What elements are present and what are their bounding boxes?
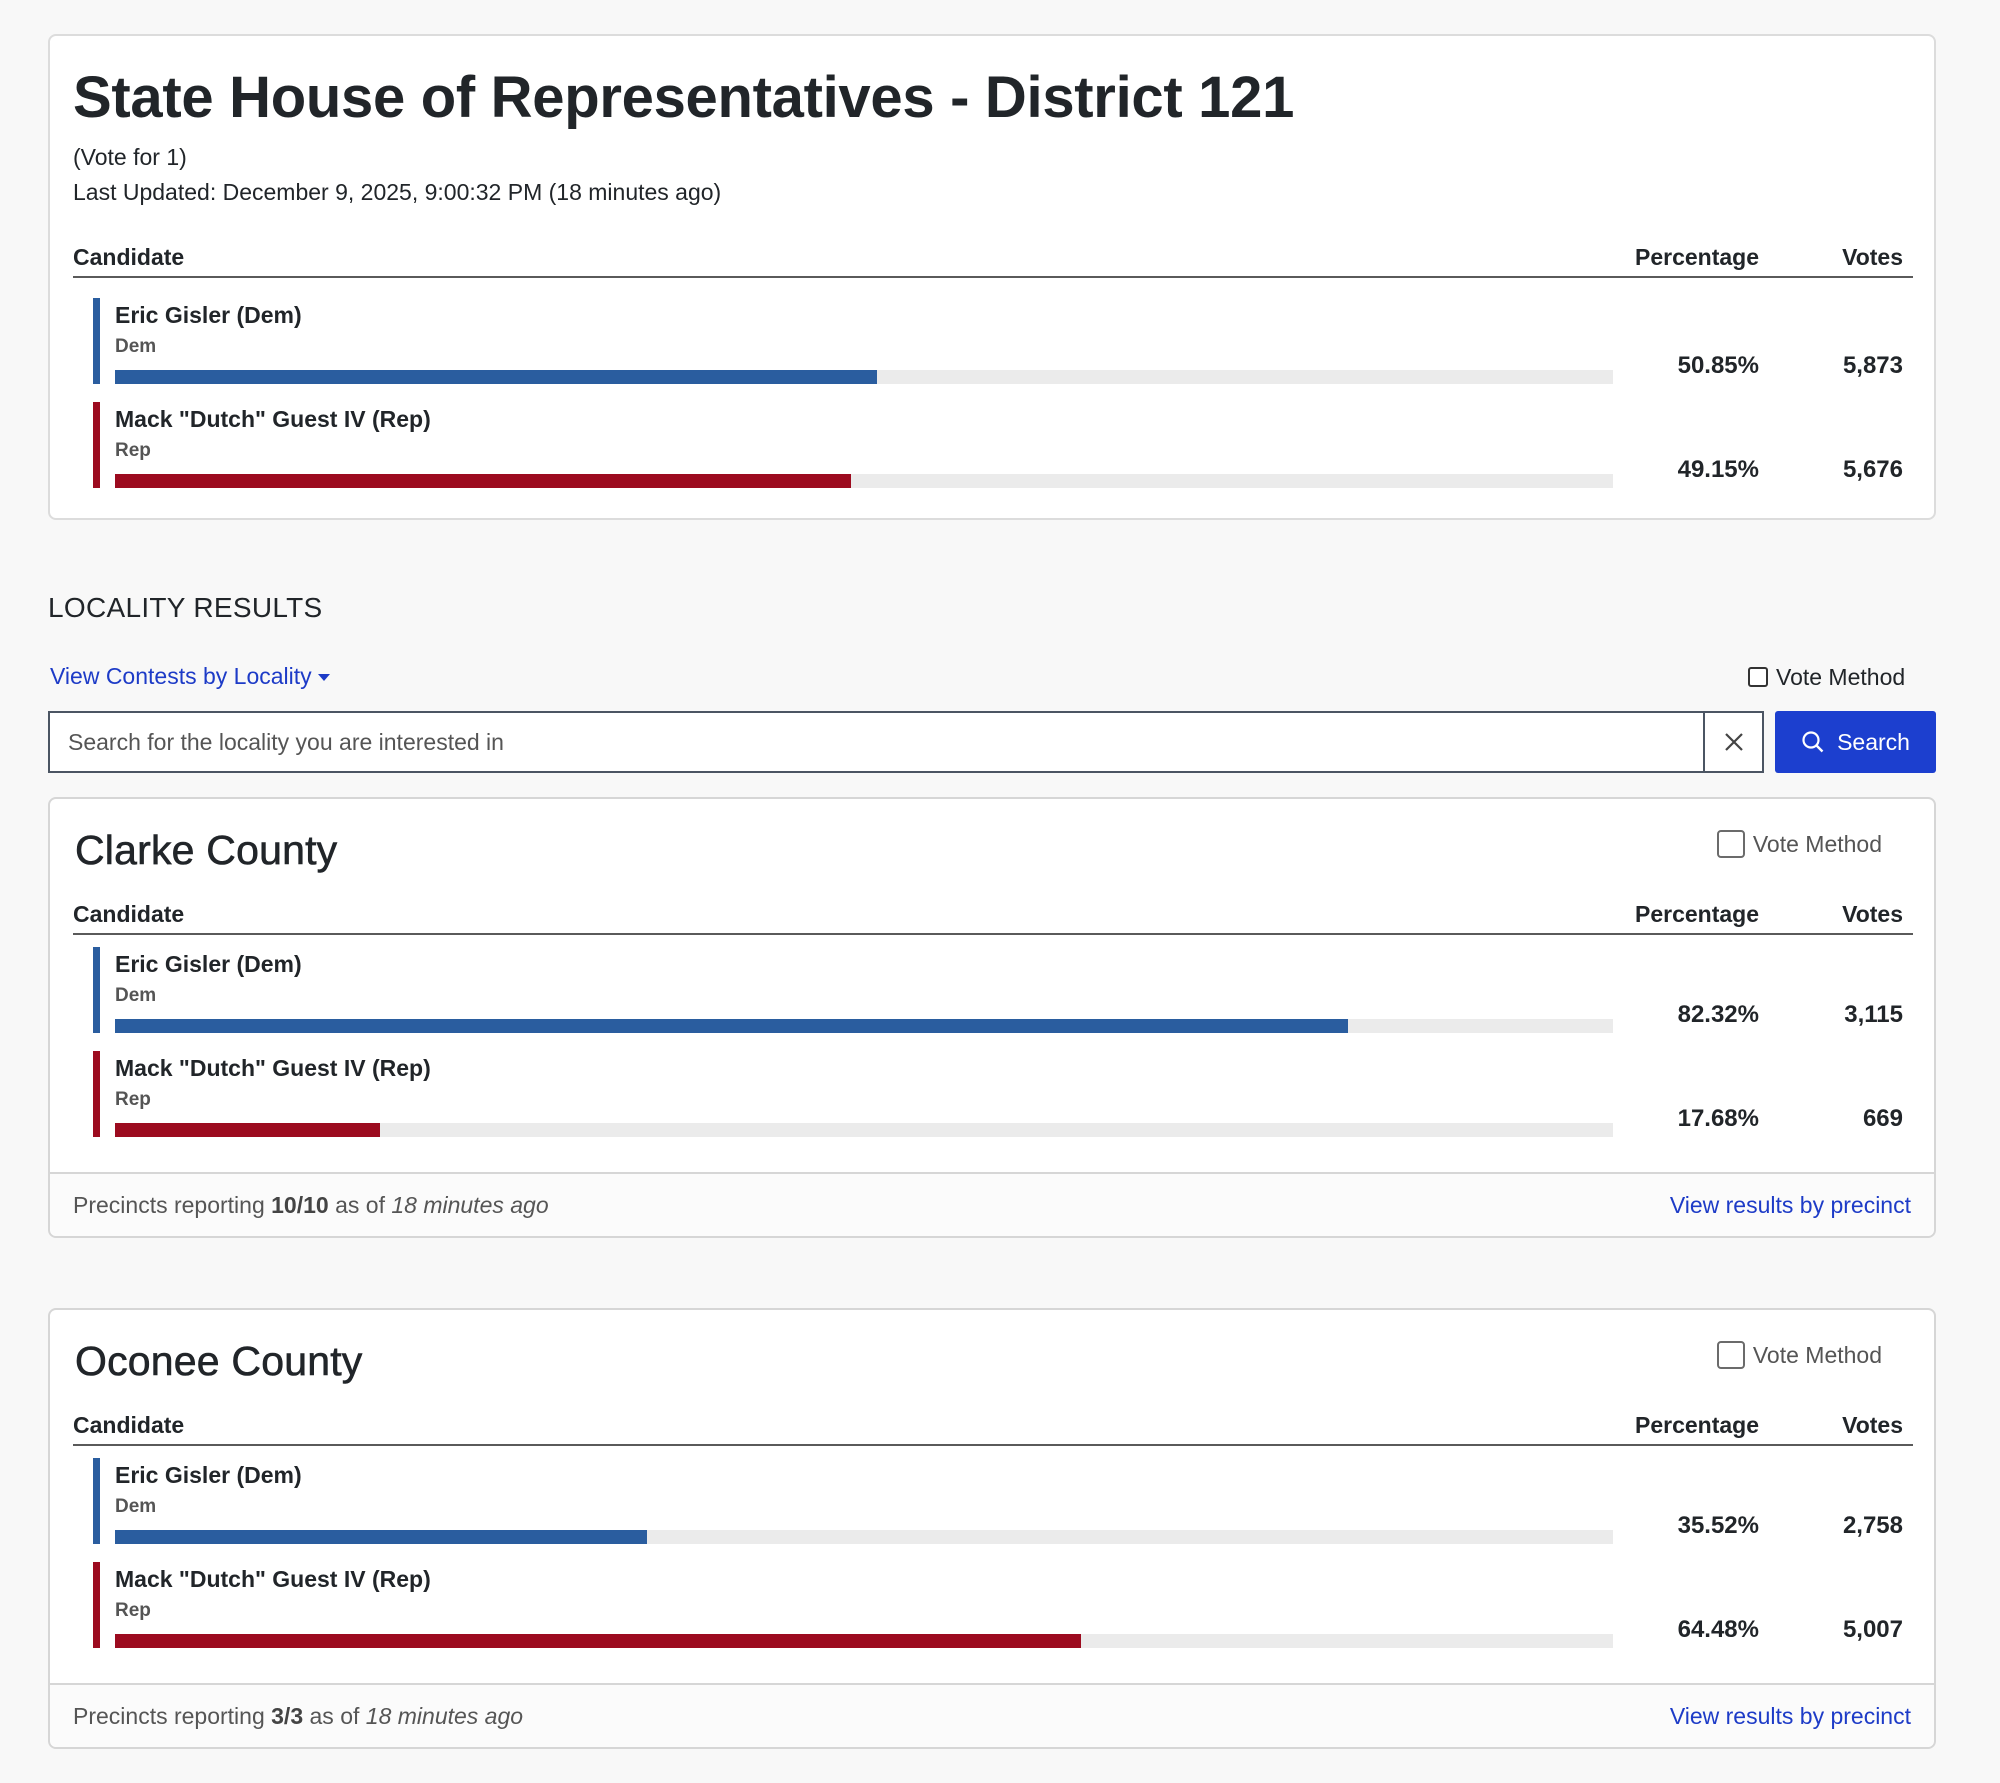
vote-method-checkbox[interactable] — [1717, 830, 1745, 858]
vote-share-bar — [115, 474, 1613, 488]
vote-method-toggle[interactable] — [1717, 831, 1882, 858]
column-header-percentage: Percentage — [1634, 244, 1759, 270]
precincts-count: 10/10 — [271, 1192, 329, 1218]
precincts-footer — [50, 1683, 1934, 1747]
candidate-percentage: 17.68% — [1677, 1105, 1759, 1132]
caret-down-icon — [318, 674, 330, 681]
candidate-party: Rep — [115, 1089, 151, 1110]
last-updated: Last Updated: December 9, 2025, 9:00:32 PM (18 minutes ago) — [73, 179, 722, 205]
search-icon — [1801, 730, 1825, 754]
party-stripe — [93, 947, 100, 1033]
party-stripe — [93, 1458, 100, 1544]
candidate-name: Mack "Dutch" Guest IV (Rep) — [115, 1566, 431, 1592]
vote-share-bar — [115, 1123, 1613, 1137]
precincts-label: Precincts reporting — [73, 1192, 272, 1218]
reporting-time: 18 minutes ago — [365, 1703, 524, 1729]
vote-for-note: (Vote for 1) — [73, 144, 187, 170]
as-of-label: as of — [303, 1703, 366, 1729]
results-table-header — [73, 236, 1913, 278]
column-header-percentage: Percentage — [1634, 1412, 1759, 1438]
results-table-header — [73, 1404, 1913, 1446]
vote-method-label: Vote Method — [1776, 664, 1906, 690]
view-contests-by-locality-label: View Contests by Locality — [50, 663, 312, 689]
vote-share-bar — [115, 370, 1613, 384]
candidate-row-dem — [73, 298, 1913, 384]
column-header-candidate: Candidate — [73, 1412, 185, 1438]
county-results-card — [48, 1308, 1936, 1749]
vote-method-label: Vote Method — [1752, 831, 1882, 857]
party-stripe — [93, 1562, 100, 1648]
candidate-percentage: 35.52% — [1677, 1512, 1759, 1539]
candidate-name: Mack "Dutch" Guest IV (Rep) — [115, 406, 431, 432]
vote-share-bar — [115, 1634, 1613, 1648]
precincts-label: Precincts reporting — [73, 1703, 272, 1729]
as-of-label: as of — [328, 1192, 392, 1218]
party-stripe — [93, 402, 100, 488]
candidate-party: Dem — [115, 1496, 157, 1517]
candidate-name: Eric Gisler (Dem) — [115, 951, 302, 977]
locality-results-heading: LOCALITY RESULTS — [48, 592, 323, 623]
contest-title: State House of Representatives - District 121 — [73, 65, 1295, 130]
candidate-votes: 669 — [1862, 1105, 1903, 1132]
candidate-party: Rep — [115, 1600, 151, 1621]
county-name: Oconee County — [75, 1338, 363, 1384]
column-header-votes: Votes — [1842, 244, 1903, 270]
reporting-time: 18 minutes ago — [391, 1192, 549, 1218]
clear-search-button[interactable] — [1703, 711, 1764, 773]
vote-share-bar — [115, 1530, 1613, 1544]
column-header-percentage: Percentage — [1634, 901, 1759, 927]
view-contests-by-locality-dropdown[interactable] — [50, 663, 330, 690]
search-button[interactable] — [1775, 711, 1936, 773]
county-name: Clarke County — [75, 827, 338, 873]
party-stripe — [93, 298, 100, 384]
candidate-party: Rep — [115, 440, 151, 461]
candidate-percentage: 82.32% — [1677, 1001, 1759, 1028]
column-header-votes: Votes — [1842, 1412, 1903, 1438]
candidate-party: Dem — [115, 336, 157, 357]
candidate-name: Eric Gisler (Dem) — [115, 302, 302, 328]
results-table-header — [73, 893, 1913, 935]
candidate-votes: 5,676 — [1842, 456, 1903, 483]
vote-method-label: Vote Method — [1752, 1342, 1882, 1368]
vote-share-fill — [115, 1123, 380, 1137]
party-stripe — [93, 1051, 100, 1137]
county-results-card — [48, 797, 1936, 1238]
precincts-footer — [50, 1172, 1934, 1236]
vote-method-checkbox[interactable] — [1748, 667, 1768, 687]
precincts-count: 3/3 — [271, 1703, 304, 1729]
column-header-candidate: Candidate — [73, 244, 185, 270]
candidate-percentage: 64.48% — [1677, 1616, 1759, 1643]
candidate-votes: 3,115 — [1844, 1001, 1903, 1028]
vote-share-fill — [115, 1019, 1348, 1033]
candidate-votes: 5,873 — [1842, 352, 1903, 379]
locality-search-input[interactable] — [48, 711, 1703, 773]
candidate-percentage: 49.15% — [1677, 456, 1759, 483]
contest-summary-card — [48, 34, 1936, 520]
vote-share-fill — [115, 474, 851, 488]
candidate-row-rep — [73, 1051, 1913, 1137]
candidate-votes: 5,007 — [1842, 1616, 1903, 1643]
vote-share-fill — [115, 1634, 1081, 1648]
candidate-row-dem — [73, 947, 1913, 1033]
close-icon — [1723, 731, 1745, 753]
vote-method-toggle[interactable] — [1717, 1342, 1882, 1369]
candidate-party: Dem — [115, 985, 157, 1006]
candidate-name: Eric Gisler (Dem) — [115, 1462, 302, 1488]
candidate-row-rep — [73, 402, 1913, 488]
candidate-row-dem — [73, 1458, 1913, 1544]
view-results-by-precinct-link[interactable]: View results by precinct — [1669, 1703, 1911, 1729]
vote-method-checkbox[interactable] — [1717, 1341, 1745, 1369]
view-results-by-precinct-link[interactable]: View results by precinct — [1669, 1192, 1911, 1218]
candidate-percentage: 50.85% — [1677, 352, 1759, 379]
candidate-row-rep — [73, 1562, 1913, 1648]
candidate-name: Mack "Dutch" Guest IV (Rep) — [115, 1055, 431, 1081]
column-header-votes: Votes — [1842, 901, 1903, 927]
candidate-votes: 2,758 — [1842, 1512, 1903, 1539]
vote-share-fill — [115, 1530, 647, 1544]
vote-share-fill — [115, 370, 877, 384]
vote-method-toggle[interactable] — [1748, 664, 1905, 691]
column-header-candidate: Candidate — [73, 901, 185, 927]
precincts-reporting — [73, 1703, 523, 1730]
search-button-label: Search — [1837, 728, 1910, 755]
precincts-reporting — [73, 1192, 549, 1219]
vote-share-bar — [115, 1019, 1613, 1033]
